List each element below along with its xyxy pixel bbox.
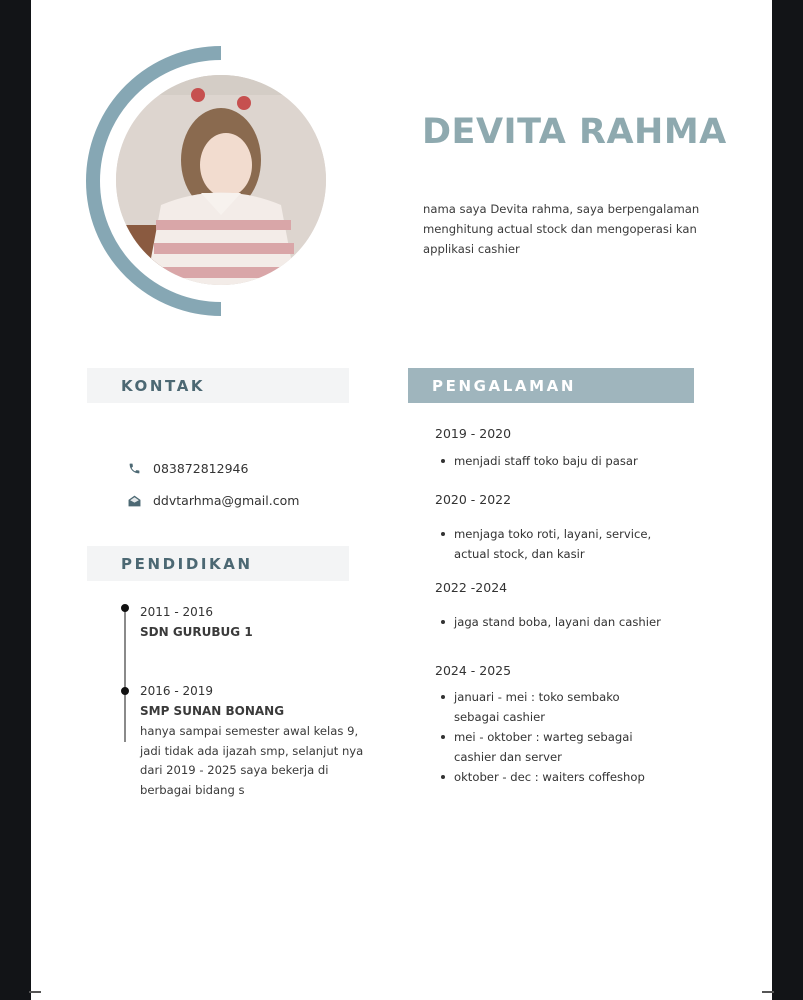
education-school: SMP SUNAN BONANG (140, 704, 285, 718)
education-school: SDN GURUBUG 1 (140, 625, 253, 639)
experience-points (435, 524, 665, 564)
education-item (140, 682, 370, 800)
experience-points (435, 451, 665, 471)
section-title: PENDIDIKAN (121, 554, 253, 573)
experience-item (435, 491, 665, 564)
crop-mark (762, 991, 774, 993)
envelope-icon (127, 494, 141, 508)
profile-summary: nama saya Devita rahma, saya berpengalaman menghitung actual stock dan mengoperasi kan applikasi cashier (423, 202, 700, 256)
contact-email (127, 493, 299, 508)
experience-point: menjadi staff toko baju di pasar (435, 451, 665, 471)
experience-point: jaga stand boba, layani dan cashier (435, 612, 665, 632)
experience-item (435, 662, 665, 787)
phone-icon (127, 462, 141, 476)
education-item (140, 603, 253, 643)
education-description: hanya sampai semester awal kelas 9, jadi tidak ada ijazah smp, selanjut nya dari 2019 - 2025 saya bekerja di berbagai bidang s (140, 724, 364, 797)
timeline-line (124, 608, 126, 742)
profile-photo-illustration (116, 75, 326, 285)
experience-point: oktober - dec : waiters coffeshop (435, 767, 665, 787)
experience-point: januari - mei : toko sembako sebagai cashier (435, 687, 665, 727)
education-years: 2011 - 2016 (140, 605, 214, 619)
timeline-dot (121, 604, 129, 612)
experience-point: mei - oktober : warteg sebagai cashier dan server (435, 727, 665, 767)
phone-number: 083872812946 (153, 461, 249, 476)
section-title: KONTAK (121, 376, 206, 395)
experience-item (435, 425, 665, 471)
experience-item (435, 579, 665, 632)
section-title: PENGALAMAN (432, 376, 576, 395)
experience-years: 2022 -2024 (435, 580, 508, 595)
section-header-kontak (87, 368, 349, 403)
profile-photo (116, 75, 326, 285)
email-address: ddvtarhma@gmail.com (153, 493, 300, 508)
experience-points (435, 612, 665, 632)
timeline-dot (121, 687, 129, 695)
experience-points (435, 687, 665, 787)
section-header-pengalaman (408, 368, 694, 403)
experience-point: menjaga toko roti, layani, service, actual stock, dan kasir (435, 524, 665, 564)
crop-mark (29, 991, 41, 993)
resume-page (31, 0, 772, 1000)
experience-years: 2024 - 2025 (435, 663, 512, 678)
experience-years: 2020 - 2022 (435, 492, 512, 507)
candidate-name: DEVITA RAHMA (422, 112, 727, 152)
experience-years: 2019 - 2020 (435, 426, 512, 441)
section-header-pendidikan (87, 546, 349, 581)
education-years: 2016 - 2019 (140, 684, 214, 698)
contact-phone (127, 461, 248, 476)
